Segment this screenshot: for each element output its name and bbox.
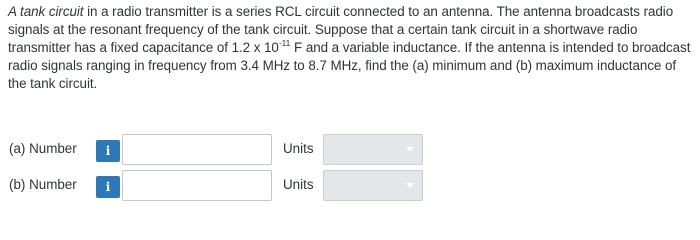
problem-text-1: in a radio transmitter is a series RCL circuit connected to an antenna. The antenna broadcasts radio signals at the resonant frequency of the tank circuit. Suppose that a certain tank circuit in a shortwave radio transmitter has a fixed capacitance of 1.2 x 10 <box>8 4 674 55</box>
problem-statement <box>8 3 694 93</box>
exponent: -11 <box>278 38 291 48</box>
chevron-down-icon <box>406 147 414 152</box>
units-select-a[interactable] <box>323 134 423 165</box>
problem-term: A tank circuit <box>8 4 84 19</box>
answer-row-b <box>0 169 700 201</box>
units-label-b: Units <box>283 177 314 192</box>
number-label-b: (b) Number <box>9 177 77 192</box>
units-select-b[interactable] <box>323 170 423 201</box>
problem-text-2: F and a variable inductance. If the antenna is intended to broadcast radio signals ranging in frequency from 3.4 MHz to 8.7 MHz, find the (a) minimum and (b) maximum inductance of the tank circuit. <box>8 40 691 91</box>
info-icon[interactable]: i <box>96 140 120 162</box>
chevron-down-icon <box>406 183 414 188</box>
info-icon[interactable]: i <box>96 176 120 198</box>
answer-row-a <box>0 133 700 165</box>
number-input-a[interactable] <box>122 134 272 165</box>
number-input-b[interactable] <box>122 170 272 201</box>
units-label-a: Units <box>283 141 314 156</box>
number-label-a: (a) Number <box>9 141 77 156</box>
